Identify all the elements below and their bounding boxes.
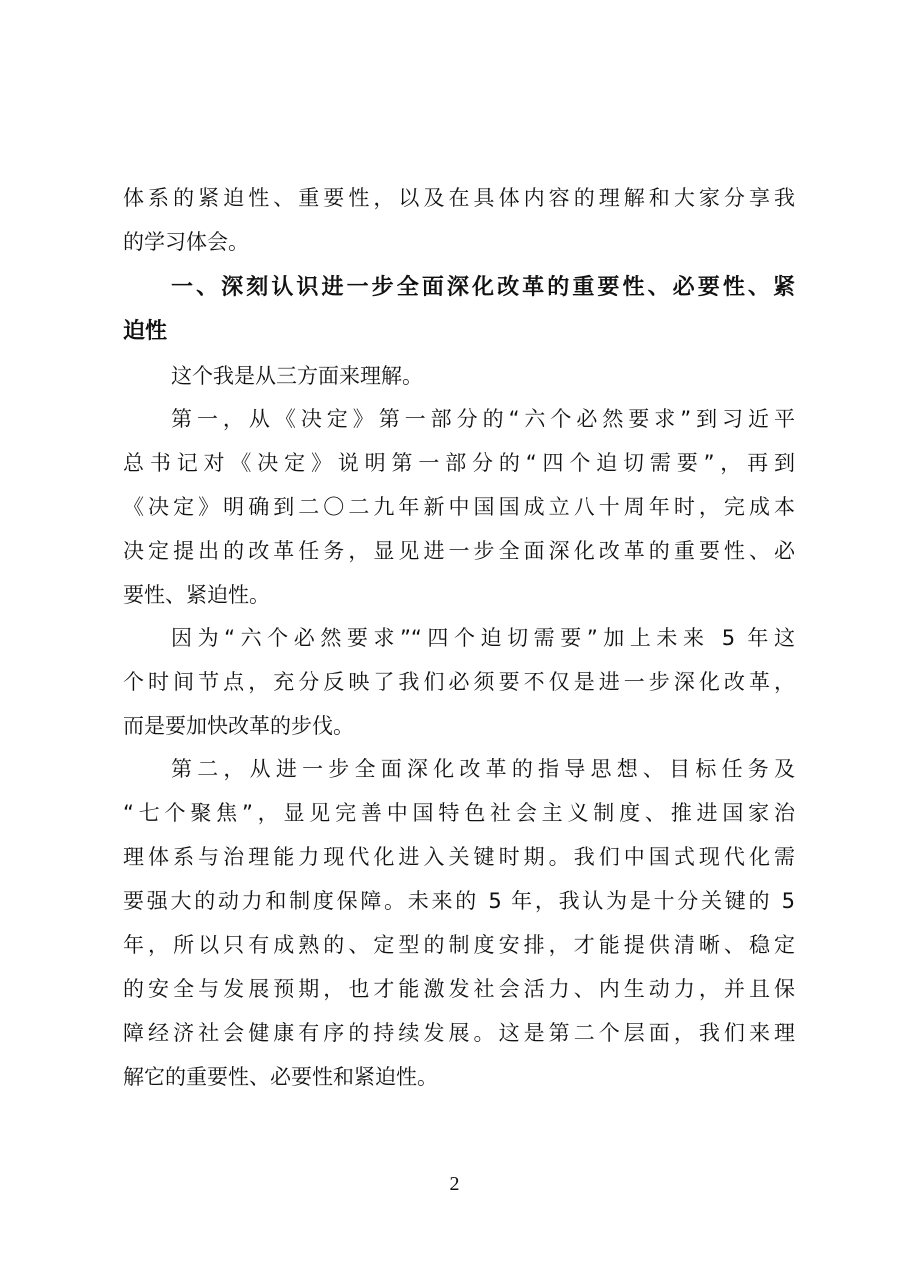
paragraph-reason [123,616,795,748]
text-line: 总书记对《决定》说明第一部分的“四个迫切需要”，再到 [123,451,795,475]
text-line: 决定提出的改革任务，显见进一步全面深化改革的重要性、必 [123,539,795,563]
heading-line: 迫性 [123,319,168,344]
document-page [123,0,795,1286]
text-line: 要强大的动力和制度保障。未来的 5 年，我认为是十分关键的 5 [123,889,795,913]
text-line: 的学习体会。 [123,230,249,254]
paragraph-continuation [123,176,795,264]
text-line: 体系的紧迫性、重要性，以及在具体内容的理解和大家分享我 [123,186,795,210]
paragraph-first-point [123,397,795,617]
text-line: 而是要加快改革的步伐。 [123,714,354,738]
text-line: 第一，从《决定》第一部分的“六个必然要求”到习近平 [171,407,795,431]
page-number: 2 [449,1173,460,1195]
paragraph-intro [123,354,795,398]
text-line: 《决定》明确到二〇二九年新中国国成立八十周年时，完成本 [123,495,795,519]
text-line: 这个我是从三方面来理解。 [171,364,423,388]
paragraph-second-point [123,747,795,1099]
text-line: 第二，从进一步全面深化改革的指导思想、目标任务及 [171,757,795,781]
text-line: “七个聚焦”，显见完善中国特色社会主义制度、推进国家治 [123,801,795,825]
text-line: 因为“六个必然要求”“四个迫切需要”加上未来 5 年这 [171,626,795,650]
text-line: 要性、紧迫性。 [123,583,270,607]
text-line: 的安全与发展预期，也才能激发社会活力、内生动力，并且保 [123,977,795,1001]
text-line: 障经济社会健康有序的持续发展。这是第二个层面，我们来理 [123,1021,795,1045]
text-line: 理体系与治理能力现代化进入关键时期。我们中国式现代化需 [123,845,795,869]
text-line: 年，所以只有成熟的、定型的制度安排，才能提供清晰、稳定 [123,933,795,957]
heading-line: 一、深刻认识进一步全面深化改革的重要性、必要性、紧 [171,275,795,300]
text-line: 解它的重要性、必要性和紧迫性。 [123,1065,438,1089]
text-line: 个时间节点，充分反映了我们必须要不仅是进一步深化改革， [123,670,795,694]
section-heading [123,266,795,354]
